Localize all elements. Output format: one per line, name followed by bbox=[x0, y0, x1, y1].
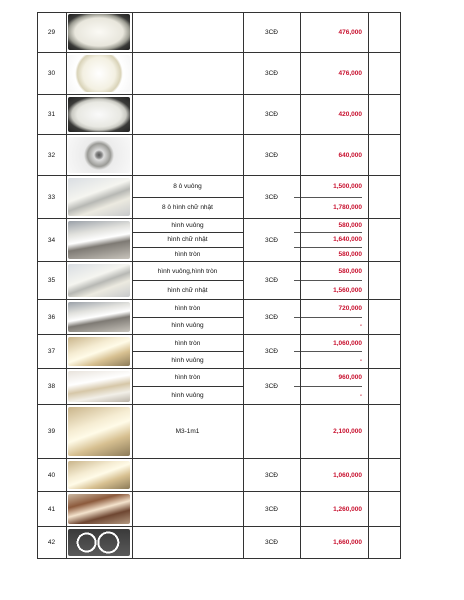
price-cell bbox=[300, 53, 368, 94]
price-line bbox=[294, 232, 362, 246]
price-line bbox=[300, 527, 362, 558]
row-number: 41 bbox=[47, 505, 56, 513]
product-description bbox=[132, 95, 243, 134]
table-row bbox=[37, 176, 401, 219]
description-line: hình vuông bbox=[171, 222, 204, 230]
description-line: hình vuông bbox=[132, 351, 243, 368]
price-line bbox=[300, 369, 362, 386]
lamp-thumbnail bbox=[68, 407, 130, 456]
price-cell bbox=[300, 369, 368, 404]
product-description bbox=[132, 300, 243, 334]
price-value: 2,100,000 bbox=[333, 428, 362, 435]
product-description bbox=[132, 219, 243, 261]
product-code: 3CĐ bbox=[264, 151, 278, 159]
price-value: 1,560,000 bbox=[333, 286, 362, 294]
lamp-thumbnail bbox=[68, 302, 130, 332]
price-cell bbox=[300, 492, 368, 526]
product-image bbox=[66, 459, 132, 491]
description-line: hình tròn bbox=[174, 304, 201, 312]
price-value: 1,640,000 bbox=[333, 236, 362, 244]
description-line: hình vuông bbox=[132, 317, 243, 335]
price-value: 580,000 bbox=[338, 222, 362, 230]
table-row bbox=[37, 262, 401, 300]
price-cell bbox=[300, 335, 368, 368]
table-row bbox=[37, 335, 401, 369]
price-value: 1,260,000 bbox=[333, 505, 362, 513]
lamp-thumbnail bbox=[68, 55, 130, 92]
price-value: - bbox=[359, 356, 362, 364]
product-description bbox=[132, 405, 243, 458]
row-number: 32 bbox=[47, 151, 56, 159]
row-number: 36 bbox=[47, 313, 56, 321]
description-line: hình tròn bbox=[174, 374, 201, 381]
price-value: 1,060,000 bbox=[333, 339, 362, 347]
table-row bbox=[37, 369, 401, 405]
row-number: 33 bbox=[47, 193, 56, 201]
product-description bbox=[132, 12, 243, 52]
product-description bbox=[132, 53, 243, 94]
lamp-thumbnail bbox=[68, 97, 130, 132]
product-image bbox=[66, 262, 132, 299]
price-value: 1,660,000 bbox=[333, 539, 362, 546]
price-value: 476,000 bbox=[338, 70, 362, 77]
product-code: 3CĐ bbox=[264, 111, 278, 118]
price-value: 1,500,000 bbox=[333, 182, 362, 190]
price-line bbox=[300, 95, 362, 134]
lamp-thumbnail bbox=[68, 14, 130, 50]
price-line bbox=[300, 300, 362, 317]
price-line bbox=[294, 247, 362, 261]
table-row bbox=[37, 527, 401, 559]
column-divider bbox=[300, 12, 301, 559]
table-row bbox=[37, 492, 401, 527]
product-image bbox=[66, 335, 132, 368]
row-number: 34 bbox=[47, 236, 56, 244]
price-value: 580,000 bbox=[338, 267, 362, 275]
row-number: 31 bbox=[47, 111, 56, 118]
product-code: 3CĐ bbox=[264, 505, 278, 513]
price-line bbox=[300, 219, 362, 232]
row-number: 35 bbox=[47, 277, 56, 284]
product-code: 3CĐ bbox=[264, 313, 278, 321]
price-cell bbox=[300, 219, 368, 261]
price-cell bbox=[300, 262, 368, 299]
price-line bbox=[294, 317, 362, 335]
price-cell bbox=[300, 300, 368, 334]
price-value: 1,060,000 bbox=[333, 471, 362, 479]
table-row bbox=[37, 95, 401, 135]
description-line: hình tròn bbox=[174, 339, 201, 347]
price-line bbox=[300, 492, 362, 526]
description-line: hình chữ nhật bbox=[132, 232, 243, 246]
price-line bbox=[300, 459, 362, 491]
product-code bbox=[243, 405, 300, 458]
table-row bbox=[37, 12, 401, 53]
product-image bbox=[66, 405, 132, 458]
lamp-thumbnail bbox=[68, 178, 130, 216]
product-image bbox=[66, 369, 132, 404]
price-line bbox=[300, 12, 362, 52]
price-line bbox=[300, 135, 362, 175]
price-line bbox=[294, 386, 362, 404]
price-value: - bbox=[359, 392, 362, 399]
description-line: M3-1m1 bbox=[175, 428, 200, 435]
price-value: 1,780,000 bbox=[333, 204, 362, 212]
price-line bbox=[300, 335, 362, 351]
price-line bbox=[300, 176, 362, 197]
price-value: 580,000 bbox=[338, 250, 362, 258]
product-image bbox=[66, 176, 132, 218]
product-description bbox=[132, 135, 243, 175]
product-code: 3CĐ bbox=[264, 193, 278, 201]
price-line bbox=[294, 280, 362, 299]
product-code: 3CĐ bbox=[264, 539, 278, 546]
price-cell bbox=[300, 459, 368, 491]
row-number: 37 bbox=[47, 348, 56, 355]
price-value: 640,000 bbox=[338, 151, 362, 159]
price-cell bbox=[300, 527, 368, 558]
column-divider bbox=[243, 12, 244, 559]
lamp-thumbnail bbox=[68, 264, 130, 297]
product-code: 3CĐ bbox=[264, 236, 278, 244]
price-value: 720,000 bbox=[338, 304, 362, 312]
product-image bbox=[66, 492, 132, 526]
product-image bbox=[66, 527, 132, 558]
row-number: 42 bbox=[47, 539, 56, 546]
price-line bbox=[300, 53, 362, 94]
product-description bbox=[132, 335, 243, 368]
product-image bbox=[66, 12, 132, 52]
product-image bbox=[66, 300, 132, 334]
description-line: hình chữ nhật bbox=[132, 280, 243, 299]
product-image bbox=[66, 53, 132, 94]
table-row bbox=[37, 405, 401, 459]
column-divider bbox=[368, 12, 369, 559]
column-divider bbox=[132, 12, 133, 559]
row-number: 38 bbox=[47, 383, 56, 390]
product-description bbox=[132, 527, 243, 558]
price-value: 960,000 bbox=[338, 374, 362, 381]
table-row bbox=[37, 300, 401, 335]
product-description bbox=[132, 262, 243, 299]
price-line bbox=[294, 197, 362, 219]
lamp-thumbnail bbox=[68, 371, 130, 402]
product-image bbox=[66, 95, 132, 134]
price-cell bbox=[300, 405, 368, 458]
product-code: 3CĐ bbox=[264, 277, 278, 284]
product-description bbox=[132, 369, 243, 404]
product-code: 3CĐ bbox=[264, 348, 278, 355]
product-code: 3CĐ bbox=[264, 383, 278, 390]
price-value: 420,000 bbox=[338, 111, 362, 118]
table-row bbox=[37, 219, 401, 262]
table-row bbox=[37, 459, 401, 492]
table-row bbox=[37, 53, 401, 95]
price-cell bbox=[300, 95, 368, 134]
column-divider bbox=[66, 12, 67, 559]
description-line: hình vuông bbox=[132, 386, 243, 404]
price-value: 476,000 bbox=[338, 28, 362, 36]
product-image bbox=[66, 219, 132, 261]
description-line: 8 ô hình chữ nhật bbox=[132, 197, 243, 219]
product-description bbox=[132, 459, 243, 491]
lamp-thumbnail bbox=[68, 529, 130, 556]
row-number: 39 bbox=[47, 428, 56, 435]
price-value: - bbox=[359, 322, 362, 330]
product-code: 3CĐ bbox=[264, 28, 278, 36]
lamp-thumbnail bbox=[68, 461, 130, 489]
product-description bbox=[132, 176, 243, 218]
price-line bbox=[294, 351, 362, 368]
lamp-thumbnail bbox=[68, 337, 130, 366]
lamp-thumbnail bbox=[68, 494, 130, 524]
description-line: 8 ô vuông bbox=[173, 182, 202, 190]
row-number: 40 bbox=[47, 471, 56, 479]
description-line: hình tròn bbox=[132, 247, 243, 261]
product-description bbox=[132, 492, 243, 526]
description-line: hình vuông,hình tròn bbox=[157, 267, 218, 275]
row-number: 30 bbox=[47, 70, 56, 77]
product-code: 3CĐ bbox=[264, 471, 278, 479]
price-cell bbox=[300, 135, 368, 175]
product-image bbox=[66, 135, 132, 175]
price-line bbox=[300, 405, 362, 458]
price-cell bbox=[300, 12, 368, 52]
price-cell bbox=[300, 176, 368, 218]
lamp-thumbnail bbox=[68, 137, 130, 173]
product-code: 3CĐ bbox=[264, 70, 278, 77]
lamp-thumbnail bbox=[68, 221, 130, 259]
price-line bbox=[300, 262, 362, 280]
table-row bbox=[37, 135, 401, 176]
row-number: 29 bbox=[47, 28, 56, 36]
